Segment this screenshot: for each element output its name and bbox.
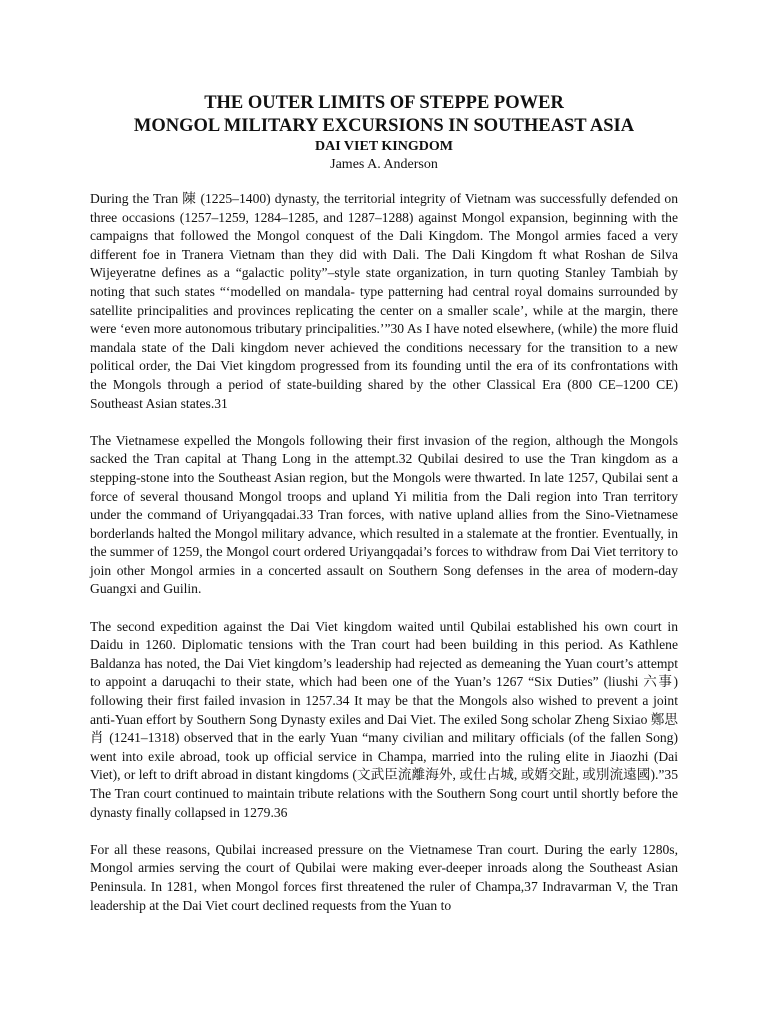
body-text — [90, 190, 678, 915]
author-name: James A. Anderson — [330, 157, 438, 172]
paragraph-3: The second expedition against the Dai Viet kingdom waited until Qubilai established his own court in Daidu in 1260. Diplomatic tensions with the Tran court had been building in this period. As Kathlene Baldanza has noted, the Dai Viet kingdom’s leadership had rejected as demeaning the Yuan court’s attempt to appoint a daruqachi to their state, which had been one of the Yuan’s 1267 “Six Duties” (liushi 六事) following their first failed invasion in 1257.34 It may be that the Mongols also wished to prevent a joint anti-Yuan effort by Southern Song Dynasty exiles and Dai Viet. The exiled Song scholar Zheng Sixiao 鄭思肖 (1241–1318) observed that in the early Yuan “many civilian and military officials (of the fallen Song) went into exile abroad, took up official service in Champa, married into the ruling elite in Jiaozhi (Dai Viet), or left to drift abroad in distant kingdoms (文武臣流離海外, 或仕占城, 或婿交趾, 或別流遠國).”35 The Tran court continued to maintain tribute relations with the Southern Song court until shortly before the dynasty finally collapsed in 1279.36 — [90, 618, 678, 820]
section-heading: DAI VIET KINGDOM — [315, 139, 453, 154]
paragraph-4: For all these reasons, Qubilai increased pressure on the Vietnamese Tran court. During the early 1280s, Mongol armies serving the court of Qubilai were making ever-deeper inroads along the Southeast Asian Peninsula. In 1281, when Mongol forces first threatened the ruler of Champa,37 Indravarman V, the Tran leadership at the Dai Viet court declined requests from the Yuan to — [90, 841, 678, 913]
paragraph-2: The Vietnamese expelled the Mongols following their first invasion of the region, although the Mongols sacked the Tran capital at Thang Long in the attempt.32 Qubilai desired to use the Tran kingdom as a stepping-stone into the Southeast Asian region, but the Mongols were thwarted. In late 1257, Qubilai sent a force of several thousand Mongol troops and upland Yi militia from the Dali region into Tran territory under the command of Uriyangqadai.33 Tran forces, with native upland allies from the Sino-Vietnamese borderlands halted the Mongol military advance, which resulted in a stalemate at the frontier. Eventually, in the summer of 1259, the Mongol court ordered Uriyangqadai’s forces to withdraw from Dai Viet territory to join other Mongol armies in a concerted assault on Southern Song defenses in the area of modern-day Guangxi and Guilin. — [90, 432, 678, 597]
title-block — [90, 92, 678, 174]
title-line-2: MONGOL MILITARY EXCURSIONS IN SOUTHEAST ASIA — [133, 116, 635, 136]
title-line-1: THE OUTER LIMITS OF STEPPE POWER — [204, 93, 564, 113]
paragraph-1: During the Tran 陳 (1225–1400) dynasty, the territorial integrity of Vietnam was successfully defended on three occasions (1257–1259, 1284–1285, and 1287–1288) against Mongol expansion, beginning with the campaigns that followed the Mongol conquest of the Dali Kingdom. The Mongol armies faced a very different foe in Tranera Vietnam than they did with Dali. The Dali Kingdom ft what Roshan de Silva Wijeyeratne defines as a “galactic polity”–style state organization, in turn quoting Stanley Tambiah by noting that such states “‘modelled on mandala- type patterning had central royal domains surrounded by satellite principalities and provinces replicating the center on a smaller scale’, while at the margin, there were ‘even more autonomous tributary principalities.’”30 As I have noted elsewhere, (while) the more fluid mandala state of the Dali kingdom never achieved the conditions necessary for the transition to a new political order, the Dai Viet kingdom progressed from its founding until the era of its confrontations with the Mongols through a period of state-building shared by the other Classical Era (800 CE–1200 CE) Southeast Asian states.31 — [90, 191, 678, 411]
